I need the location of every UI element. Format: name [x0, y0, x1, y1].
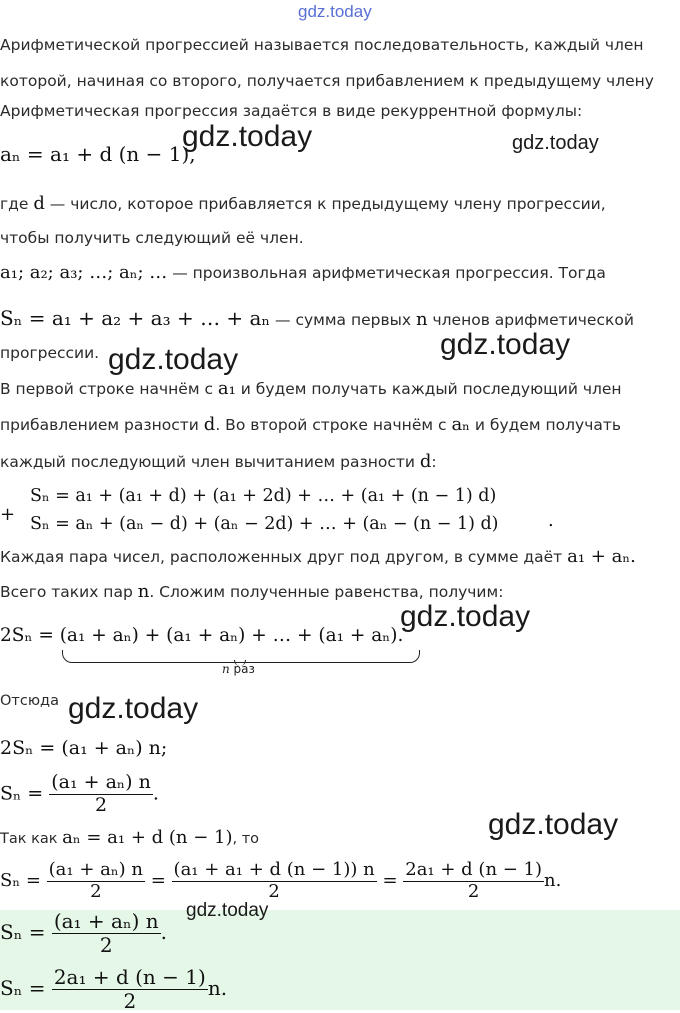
text-part: . Во второй строке начнём с: [215, 416, 452, 434]
math-part: Sₙ =: [0, 920, 52, 944]
math-part: n.: [207, 976, 228, 1000]
fraction: [52, 966, 208, 1013]
watermark: gdz.today: [512, 132, 599, 154]
watermark: gdz.today: [400, 600, 531, 633]
text-part: Так как: [0, 831, 63, 847]
watermark: gdz.today: [182, 120, 313, 153]
recurrence-formula: aₙ = a₁ + d (n − 1),: [0, 142, 196, 166]
numerator: 2a₁ + d (n − 1): [53, 965, 206, 989]
fraction: [52, 910, 161, 957]
definition-line-3: Арифметическая прогрессия задаётся в виде рекуррентной формулы:: [0, 102, 583, 120]
sum-formula-1: [0, 772, 159, 817]
explanation-line-2: чтобы получить следующий её член.: [0, 229, 304, 247]
text-part: Каждая пара чисел, расположенных друг под другом, в сумме даёт: [0, 548, 568, 566]
sum-definition-line: [0, 306, 634, 330]
text-part: каждый последующий член вычитанием разности: [0, 453, 420, 471]
brace-raz: раз: [229, 662, 255, 676]
math-part: =: [145, 870, 172, 892]
math-d: d: [33, 193, 45, 214]
sum-backward-row: Sₙ = aₙ + (aₙ − d) + (aₙ − 2d) + … + (aₙ − (n − 1) d): [30, 514, 499, 534]
pairs-count-line: [0, 581, 503, 602]
watermark: gdz.today: [440, 328, 571, 361]
system-dot: .: [548, 510, 554, 531]
denominator: 2: [95, 793, 108, 816]
numerator: (a₁ + aₙ) n: [53, 909, 159, 933]
math-part: Sₙ =: [0, 870, 47, 892]
text-part: . Сложим полученные равенства, получим:: [149, 583, 504, 601]
explanation-line-1: [0, 193, 606, 214]
since-line: [0, 827, 259, 848]
pair-sum-line: [0, 546, 636, 567]
progression-line: [0, 262, 606, 283]
math-part: Sₙ =: [0, 782, 50, 805]
text-part: членов арифметической: [427, 311, 634, 329]
denominator: 2: [268, 880, 280, 902]
numerator: (a₁ + aₙ) n: [48, 859, 144, 880]
brace-label: [222, 662, 255, 676]
nth-term-formula: aₙ = a₁ + d (n − 1): [62, 827, 233, 848]
definition-line-2: которой, начиная со второго, получается прибавлением к предыдущему члену: [0, 72, 654, 90]
watermark: gdz.today: [186, 900, 269, 921]
sum-formula: Sₙ = a₁ + a₂ + a₃ + … + aₙ: [0, 306, 271, 330]
watermark: gdz.today: [108, 343, 239, 376]
math-d: d: [203, 414, 216, 435]
math-part: .: [152, 782, 159, 805]
denominator: 2: [99, 933, 113, 957]
pair-sum-formula: a₁ + aₙ.: [567, 546, 636, 567]
header-watermark: gdz.today: [298, 2, 372, 21]
brace-n: n: [222, 662, 230, 676]
text-part: Всего таких пар: [0, 583, 138, 601]
sum-derivation: [0, 860, 561, 902]
fraction: [47, 860, 145, 902]
denominator: 2: [123, 989, 137, 1013]
text-part: прибавлением разности: [0, 416, 204, 434]
text-part: — произвольная арифметическая прогрессия. Тогда: [167, 264, 606, 282]
result-formula-2: [0, 966, 227, 1013]
text-part: , то: [232, 831, 260, 847]
method-line-2: [0, 414, 621, 435]
doubled-sum-product: 2Sₙ = (a₁ + aₙ) n;: [0, 737, 168, 759]
fraction: [403, 860, 544, 902]
text-part: :: [431, 453, 437, 471]
math-d: d: [419, 451, 432, 472]
text-part: и будем получать каждый последующий член: [235, 380, 622, 398]
doubled-sum-formula: 2Sₙ = (a₁ + aₙ) + (a₁ + aₙ) + … + (a₁ + aₙ).: [0, 625, 404, 646]
math-part: .: [160, 920, 168, 944]
numerator: 2a₁ + d (n − 1): [405, 859, 543, 880]
numerator: (a₁ + aₙ) n: [51, 771, 151, 793]
fraction: [172, 860, 377, 902]
math-part: =: [376, 870, 404, 892]
sum-forward-row: Sₙ = a₁ + (a₁ + d) + (a₁ + 2d) + … + (a₁ + (n − 1) d): [30, 486, 497, 506]
progression-sequence: a₁; a₂; a₃; …; aₙ; …: [0, 262, 168, 283]
definition-line-1: Арифметической прогрессией называется последовательность, каждый член: [0, 36, 644, 54]
sum-definition-line-2: прогрессии.: [0, 344, 100, 362]
denominator: 2: [467, 880, 480, 902]
text-part: — число, которое прибавляется к предыдущему члену прогрессии,: [44, 195, 606, 213]
result-formula-1: [0, 910, 167, 957]
text-part: и будем получать: [469, 416, 622, 434]
plus-sign: +: [0, 504, 16, 525]
math-n: n: [415, 309, 428, 330]
hence-label: Отсюда: [0, 693, 59, 709]
math-n: n: [137, 581, 150, 602]
text-part: — сумма первых: [270, 311, 416, 329]
text-part: где: [0, 195, 34, 213]
method-line-3: [0, 451, 437, 472]
fraction: [49, 772, 153, 817]
watermark: gdz.today: [488, 808, 619, 841]
math-an: aₙ: [451, 414, 470, 435]
watermark: gdz.today: [68, 692, 199, 725]
math-part: n.: [544, 870, 562, 892]
method-line-1: [0, 378, 622, 399]
text-part: В первой строке начнём с: [0, 380, 218, 398]
denominator: 2: [90, 880, 102, 902]
numerator: (a₁ + a₁ + d (n − 1)) n: [173, 859, 375, 880]
math-part: Sₙ =: [0, 976, 52, 1000]
math-a1: a₁: [217, 378, 236, 399]
